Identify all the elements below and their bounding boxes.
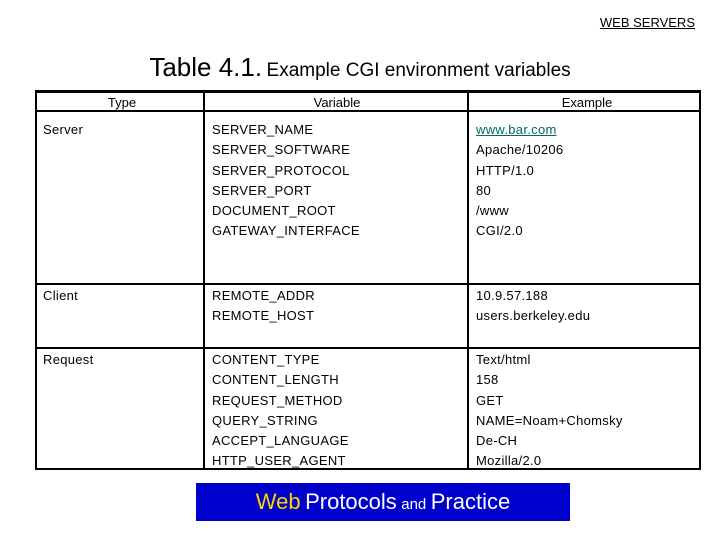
row-examples-client <box>476 286 590 327</box>
example-value: users.berkeley.edu <box>476 308 591 324</box>
variable-name: QUERY_STRING <box>212 412 318 428</box>
row-divider-1 <box>37 283 699 285</box>
banner-word-and: and <box>401 496 427 513</box>
variable-name: SERVER_PORT <box>212 182 312 198</box>
column-divider-2 <box>467 90 469 468</box>
header-row-divider <box>37 110 699 112</box>
example-value: CGI/2.0 <box>476 223 523 239</box>
row-examples-request <box>476 350 623 472</box>
table-number: Table 4.1. <box>149 52 263 82</box>
column-header-type: Type <box>107 95 137 110</box>
variable-name: SERVER_SOFTWARE <box>212 142 351 158</box>
variable-name: HTTP_USER_AGENT <box>212 453 346 469</box>
variable-name: REMOTE_ADDR <box>212 288 315 303</box>
row-divider-2 <box>37 347 699 349</box>
example-value: Text/html <box>476 352 531 367</box>
row-variables-request <box>212 350 349 472</box>
row-type-request: Request <box>43 352 94 367</box>
cgi-variables-table <box>35 90 701 470</box>
variable-name: DOCUMENT_ROOT <box>212 203 336 219</box>
variable-name: REQUEST_METHOD <box>212 392 343 408</box>
banner-word-protocols: Protocols <box>305 489 397 514</box>
example-value: De-CH <box>476 433 518 449</box>
column-divider-1 <box>203 90 205 468</box>
example-value: NAME=Noam+Chomsky <box>476 412 623 428</box>
row-variables-client <box>212 286 315 327</box>
variable-name: SERVER_NAME <box>212 122 314 137</box>
example-value: /www <box>476 203 509 219</box>
variable-name: REMOTE_HOST <box>212 308 315 324</box>
banner-word-practice: Practice <box>430 489 511 514</box>
variable-name: GATEWAY_INTERFACE <box>212 223 360 239</box>
row-variables-server <box>212 120 360 242</box>
section-header-label: WEB SERVERS <box>599 15 695 30</box>
example-value: HTTP/1.0 <box>476 162 535 178</box>
column-header-example: Example <box>561 95 613 110</box>
table-caption: Example CGI environment variables <box>266 60 571 81</box>
variable-name: SERVER_PROTOCOL <box>212 162 350 178</box>
example-value: Mozilla/2.0 <box>476 453 542 469</box>
example-value: 80 <box>476 182 492 198</box>
example-link[interactable]: www.bar.com <box>476 122 557 137</box>
row-type-client: Client <box>43 288 79 303</box>
example-value: 158 <box>476 372 499 388</box>
example-value: 10.9.57.188 <box>476 288 548 303</box>
table-title <box>0 52 720 83</box>
row-examples-server <box>476 120 563 242</box>
banner-word-web: Web <box>255 489 301 514</box>
variable-name: CONTENT_LENGTH <box>212 372 339 388</box>
example-value: GET <box>476 392 504 408</box>
column-header-variable: Variable <box>313 95 361 110</box>
row-type-server: Server <box>43 122 84 137</box>
variable-name: ACCEPT_LANGUAGE <box>212 433 349 449</box>
table-top-border <box>35 90 701 93</box>
book-title-banner <box>196 483 570 521</box>
example-value: Apache/10206 <box>476 142 564 158</box>
variable-name: CONTENT_TYPE <box>212 352 320 367</box>
